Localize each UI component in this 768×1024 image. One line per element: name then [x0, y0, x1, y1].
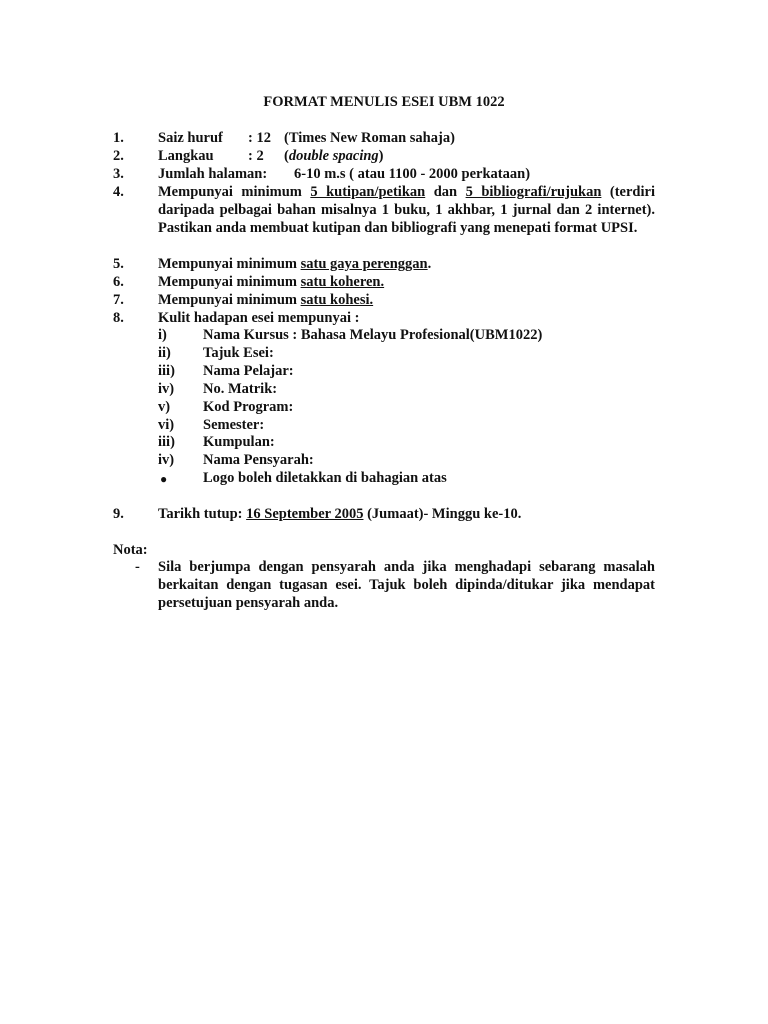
item-value: (Times New Roman sahaja) [284, 130, 455, 146]
sublist-number: i) [158, 327, 167, 343]
note-heading: Nota: [113, 542, 148, 558]
sublist-text: Tajuk Esei: [203, 345, 274, 361]
sublist-text: Nama Pensyarah: [203, 452, 314, 468]
item-text: Mempunyai minimum satu kohesi. [158, 292, 374, 308]
note-text: Sila berjumpa dengan pensyarah anda jika menghadapi sebarang masalah berkaitan dengan tugasan esei. Tajuk boleh dipinda/ditukar jika mendapat persetujuan pensyarah anda. [158, 559, 655, 611]
document-title: FORMAT MENULIS ESEI UBM 1022 [263, 94, 505, 110]
item-number: 3. [113, 166, 124, 182]
item-value: 6-10 m.s ( atau 1100 - 2000 perkataan) [294, 166, 531, 182]
item-paragraph: Mempunyai minimum 5 kutipan/petikan dan 5 bibliografi/rujukan (terdiri daripada pelbagai bahan misalnya 1 buku, 1 akhbar, 1 jurnal dan 2 internet). Pastikan anda membuat kutipan dan bibliografi yang menepati format UPSI. [158, 184, 655, 236]
sublist-text: Nama Pelajar: [203, 363, 294, 379]
item-colon-value: : 12 [248, 130, 271, 146]
item-number: 7. [113, 292, 124, 308]
sublist-text: Kumpulan: [203, 434, 275, 450]
item-number: 4. [113, 184, 124, 200]
item-value: (double spacing) [284, 148, 384, 164]
item-number: 2. [113, 148, 124, 164]
note-dash: - [135, 559, 140, 575]
sublist-text: Logo boleh diletakkan di bahagian atas [203, 470, 447, 486]
item-label: Jumlah halaman: [158, 166, 268, 182]
item-text: Mempunyai minimum satu gaya perenggan. [158, 256, 432, 272]
item-number: 6. [113, 274, 124, 290]
item-number: 8. [113, 310, 124, 326]
bullet-icon: ● [160, 472, 168, 486]
item-text: Kulit hadapan esei mempunyai : [158, 310, 360, 326]
item-text: Tarikh tutup: 16 September 2005 (Jumaat)- Minggu ke-10. [158, 506, 522, 522]
item-number: 9. [113, 506, 124, 522]
sublist-number: iv) [158, 381, 175, 397]
item-colon-value: : 2 [248, 148, 264, 164]
item-number: 5. [113, 256, 124, 272]
sublist-text: Semester: [203, 417, 265, 433]
sublist-number: iii) [158, 363, 175, 379]
item-text: Mempunyai minimum satu koheren. [158, 274, 385, 290]
item-label: Langkau [158, 148, 214, 164]
sublist-text: Nama Kursus : Bahasa Melayu Profesional(UBM1022) [203, 327, 543, 343]
sublist-number: vi) [158, 417, 175, 433]
sublist-number: iv) [158, 452, 175, 468]
sublist-number: v) [158, 399, 171, 415]
sublist-text: Kod Program: [203, 399, 294, 415]
sublist-number: ii) [158, 345, 171, 361]
item-label: Saiz huruf [158, 130, 223, 146]
item-number: 1. [113, 130, 124, 146]
sublist-number: iii) [158, 434, 175, 450]
sublist-text: No. Matrik: [203, 381, 278, 397]
